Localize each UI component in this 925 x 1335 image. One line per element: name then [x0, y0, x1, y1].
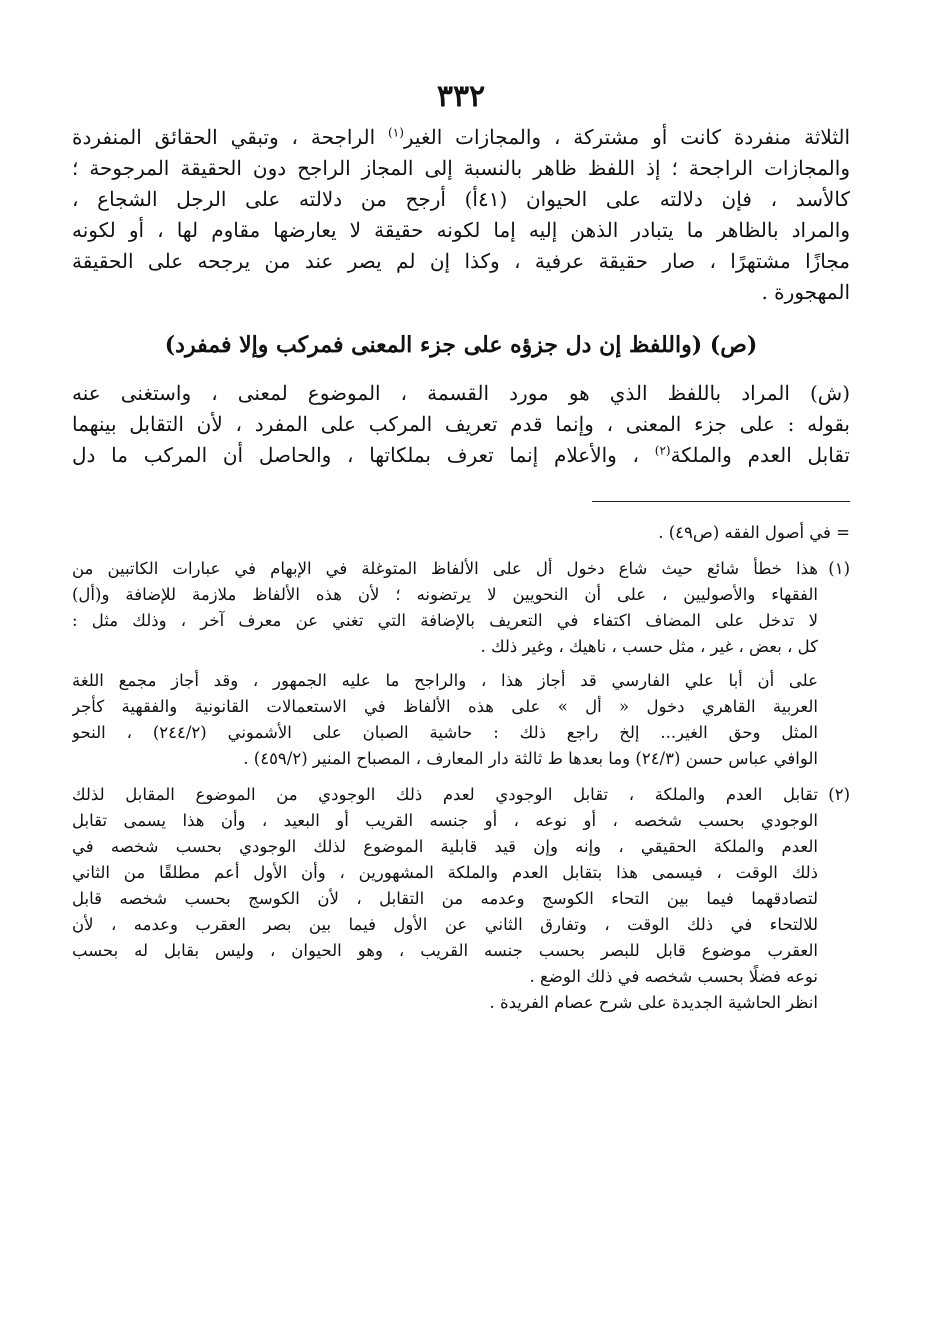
footnote-marker: (١)	[828, 559, 850, 578]
text-line: (ش) المراد باللفظ الذي هو مورد القسمة ، الموضوع لمعنى ، واستغنى عنه	[72, 381, 850, 405]
footnote-text: تقابل العدم والملكة ، تقابل الوجودي لعدم ذلك الوجودي من الموضوع المقابل لذلك	[72, 785, 818, 804]
footnote-line: المثل وحق الغير... إلخ راجع ذلك : حاشية الصبان على الأشموني (٢٤٤/٢) ، النحو	[72, 723, 818, 742]
footnote-line: انظر الحاشية الجديدة على شرح عصام الفريدة .	[489, 993, 818, 1012]
footnote-line: = في أصول الفقه (ص٤٩) .	[658, 523, 850, 542]
text-line	[72, 440, 850, 471]
text-fragment: الثلاثة منفردة كانت أو مشتركة ، والمجازات الغير	[403, 125, 850, 149]
text-fragment: ، والأعلام إنما تعرف بملكاتها ، والحاصل أن المركب ما دل	[72, 443, 655, 467]
text-line: والمجازات الراجحة ؛ إذ اللفظ ظاهر بالنسبة إلى المجاز الراجح دون الحقيقة المرجوحة ؛	[72, 156, 850, 180]
main-paragraph-2	[72, 378, 850, 471]
footnote-line: ذلك الوقت ، فيسمى هذا بتقابل العدم والملكة المشهورين ، وأن الأول أعم مطلقًا من الثاني	[72, 863, 818, 882]
footnote-line: على أن أبا علي الفارسي قد أجاز هذا ، والراجح ما عليه الجمهور ، وقد أجاز مجمع اللغة	[72, 671, 818, 690]
footnote-line	[72, 556, 850, 582]
footnote-line: العربية القاهري دخول « أل » على هذه الألفاظ في الاستعمالات القانونية والفقهية كأجر	[72, 697, 818, 716]
footnote-line: الوافي عباس حسن (٢٤/٣) وما بعدها ط ثالثة دار المعارف ، المصباح المنير (٤٥٩/٢) .	[243, 749, 818, 768]
text-line: كالأسد ، فإن دلالته على الحيوان (٤١أ) أرجح من دلالته على الرجل الشجاع ،	[72, 187, 850, 211]
text-line: مجازًا مشتهرًا ، صار حقيقة عرفية ، وكذا إن لم يصر عند من يرجحه على الحقيقة	[72, 249, 850, 273]
main-paragraph-1	[72, 122, 850, 308]
footnote-line: كل ، بعض ، غير ، مثل حسب ، ناهيك ، وغير ذلك .	[480, 637, 818, 656]
footnote-line: للالتحاء في ذلك الوقت ، وتفارق الثاني عن الأول فيما بين بصر العقرب وعدمه ، لأن	[72, 915, 818, 934]
footnote-line: لتصادقهما فيما بين التحاء الكوسج وعدمه من التقابل ، لأن الكوسج بحسب شخصه قابل	[72, 889, 818, 908]
footnote-line	[72, 782, 850, 808]
text-line: بقوله : على جزء المعنى ، وإنما قدم تعريف المركب على المفرد ، لأن التقابل بينهما	[72, 412, 850, 436]
text-line	[72, 122, 850, 153]
footnote-line: الوجودي بحسب شخصه ، أو نوعه ، أو جنسه القريب أو البعيد ، وأن هذا يسمى تقابل	[72, 811, 818, 830]
text-fragment: الراجحة ، وتبقي الحقائق المنفردة	[72, 125, 389, 149]
text-line: المهجورة .	[761, 280, 850, 304]
footnote-line: العدم والملكة الحقيقي ، وإنه وإن قيد قابلية الموضوع لذلك الوجودي بحسب شخصه في	[72, 837, 818, 856]
footnote-text: هذا خطأ شائع حيث شاع دخول أل على الألفاظ المتوغلة في الإبهام في عبارات الكاتبين من	[72, 559, 818, 578]
page-number: ٣٣٢	[436, 79, 486, 114]
footnote-marker: (٢)	[828, 785, 850, 804]
footnote-line: العقرب موضوع قابل للبصر بحسب جنسه القريب ، وهو الحيوان ، وليس بقابل له بحسب	[72, 941, 818, 960]
text-line: والمراد بالظاهر ما يتبادر الذهن إليه إما لكونه حقيقة لا يعارضها مقاوم لها ، أو لكونه	[72, 218, 850, 242]
section-heading: (ص) (واللفظ إن دل جزؤه على جزء المعنى فمركب وإلا فمفرد)	[164, 332, 758, 358]
footnote-1	[72, 556, 850, 772]
footnote-2	[72, 782, 850, 1016]
footnote-ref-2[interactable]: (٢)	[654, 443, 671, 458]
text-fragment: تقابل العدم والملكة	[670, 443, 850, 467]
footnote-ref-1[interactable]: (١)	[388, 125, 404, 140]
footnote-continuation	[72, 520, 850, 546]
footnote-line: الفقهاء والأصوليين ، على أن النحويين لا يرتضونه ؛ لأن هذه الألفاظ ملازمة للإضافة و(أل)	[72, 585, 818, 604]
footnote-line: نوعه فضلًا بحسب شخصه في ذلك الوضع .	[529, 967, 818, 986]
footnote-line: لا تدخل على المضاف اكتفاء في التعريف بالإضافة التي تغني عن معرف آخر ، وذلك مثل :	[72, 611, 818, 630]
footnote-separator	[592, 501, 850, 502]
book-page	[72, 78, 850, 1026]
